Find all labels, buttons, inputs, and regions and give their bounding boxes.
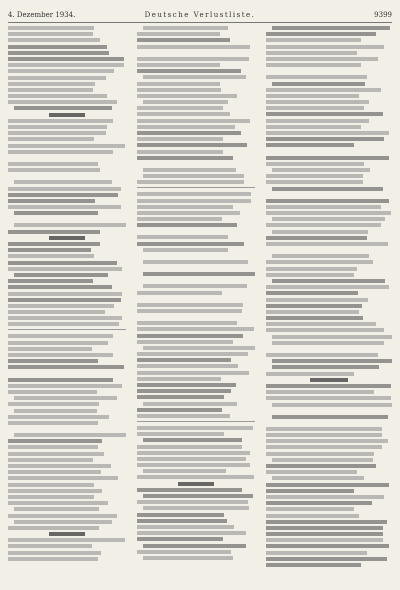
text-line bbox=[266, 156, 389, 160]
text-line bbox=[272, 365, 379, 369]
text-line bbox=[8, 353, 113, 357]
text-line bbox=[137, 358, 231, 362]
text-line bbox=[137, 57, 249, 61]
text-line bbox=[266, 223, 381, 227]
text-line bbox=[137, 364, 238, 368]
text-line bbox=[8, 483, 94, 487]
text-line bbox=[137, 414, 230, 418]
text-line bbox=[8, 292, 122, 296]
text-line bbox=[266, 45, 384, 49]
text-line bbox=[266, 273, 354, 277]
text-line bbox=[143, 494, 253, 498]
text-line bbox=[8, 26, 94, 30]
text-line bbox=[14, 396, 117, 400]
text-line bbox=[266, 390, 374, 394]
text-line bbox=[137, 82, 220, 86]
text-line bbox=[137, 94, 237, 98]
text-line bbox=[266, 501, 372, 505]
text-line bbox=[137, 45, 250, 49]
text-line bbox=[8, 76, 106, 80]
text-line bbox=[272, 341, 384, 345]
text-line bbox=[266, 507, 354, 511]
text-line bbox=[8, 254, 94, 258]
text-line bbox=[266, 38, 361, 42]
text-line bbox=[8, 162, 98, 166]
text-line bbox=[137, 352, 248, 356]
text-line bbox=[8, 82, 95, 86]
text-line bbox=[137, 242, 244, 246]
header-rule bbox=[8, 22, 392, 23]
text-line bbox=[8, 150, 113, 154]
text-line bbox=[137, 432, 224, 436]
text-line bbox=[137, 119, 250, 123]
text-line bbox=[8, 526, 99, 530]
text-line bbox=[272, 458, 373, 462]
text-line bbox=[266, 131, 389, 135]
text-line bbox=[8, 402, 99, 406]
text-line bbox=[8, 347, 92, 351]
text-line bbox=[143, 248, 228, 252]
text-line bbox=[266, 88, 381, 92]
text-line bbox=[143, 402, 237, 406]
text-line bbox=[143, 168, 236, 172]
text-column-3 bbox=[266, 26, 392, 574]
text-line bbox=[137, 537, 223, 541]
text-line bbox=[8, 489, 102, 493]
text-line bbox=[137, 475, 254, 479]
text-line bbox=[137, 525, 234, 529]
text-line bbox=[8, 267, 122, 271]
section-divider bbox=[137, 187, 255, 188]
text-line bbox=[14, 507, 99, 511]
text-line bbox=[8, 88, 93, 92]
text-line bbox=[8, 544, 92, 548]
text-line bbox=[266, 322, 376, 326]
text-line bbox=[8, 322, 119, 326]
text-line bbox=[137, 445, 242, 449]
text-line bbox=[137, 143, 247, 147]
text-line bbox=[272, 279, 385, 283]
text-line bbox=[8, 378, 113, 382]
text-line bbox=[143, 284, 247, 288]
text-line bbox=[137, 205, 233, 209]
section-divider bbox=[137, 421, 255, 422]
header-page-number: 9399 bbox=[374, 11, 392, 19]
text-line bbox=[272, 476, 364, 480]
text-line bbox=[272, 217, 385, 221]
text-line bbox=[272, 230, 368, 234]
text-line bbox=[137, 408, 222, 412]
text-line bbox=[137, 303, 243, 307]
text-line bbox=[266, 137, 384, 141]
text-line bbox=[8, 390, 97, 394]
text-line bbox=[14, 180, 112, 184]
text-line bbox=[137, 112, 230, 116]
text-line bbox=[8, 187, 121, 191]
text-line bbox=[8, 415, 109, 419]
text-line bbox=[137, 217, 222, 221]
section-heading-line bbox=[49, 532, 84, 536]
text-line bbox=[8, 501, 108, 505]
text-line bbox=[137, 69, 241, 73]
text-line bbox=[272, 26, 390, 30]
text-line bbox=[266, 51, 357, 55]
text-line bbox=[137, 137, 223, 141]
text-line bbox=[8, 476, 118, 480]
text-line bbox=[8, 439, 102, 443]
text-line bbox=[266, 211, 391, 215]
text-line bbox=[266, 489, 354, 493]
text-line bbox=[137, 192, 251, 196]
text-line bbox=[143, 174, 244, 178]
text-line bbox=[266, 310, 359, 314]
text-line bbox=[8, 458, 93, 462]
text-line bbox=[266, 316, 363, 320]
text-line bbox=[137, 199, 251, 203]
text-line bbox=[266, 384, 391, 388]
text-line bbox=[272, 403, 392, 407]
text-line bbox=[266, 445, 382, 449]
text-line bbox=[137, 451, 250, 455]
text-line bbox=[266, 143, 354, 147]
text-line bbox=[143, 272, 255, 276]
text-line bbox=[272, 359, 392, 363]
text-line bbox=[137, 383, 236, 387]
text-line bbox=[266, 236, 367, 240]
text-line bbox=[8, 298, 121, 302]
text-line bbox=[137, 321, 237, 325]
text-line bbox=[8, 514, 117, 518]
text-line bbox=[14, 106, 112, 110]
text-line bbox=[266, 205, 381, 209]
text-line bbox=[8, 279, 93, 283]
section-heading-line bbox=[49, 236, 84, 240]
text-line bbox=[266, 452, 374, 456]
text-line bbox=[137, 550, 231, 554]
text-line bbox=[266, 199, 389, 203]
text-line bbox=[14, 273, 108, 277]
text-line bbox=[266, 285, 389, 289]
text-line bbox=[137, 513, 224, 517]
text-line bbox=[143, 260, 248, 264]
text-line bbox=[266, 563, 361, 567]
text-line bbox=[266, 162, 364, 166]
text-line bbox=[8, 45, 107, 49]
text-line bbox=[137, 223, 237, 227]
text-line bbox=[8, 365, 124, 369]
text-line bbox=[266, 298, 368, 302]
text-line bbox=[8, 32, 93, 36]
text-line bbox=[137, 309, 242, 313]
text-line bbox=[8, 452, 104, 456]
text-line bbox=[8, 144, 125, 148]
text-line bbox=[14, 409, 97, 413]
text-line bbox=[266, 396, 391, 400]
text-line bbox=[266, 495, 384, 499]
text-line bbox=[266, 427, 382, 431]
text-line bbox=[143, 438, 242, 442]
text-line bbox=[266, 544, 389, 548]
text-line bbox=[8, 205, 121, 209]
text-line bbox=[266, 260, 373, 264]
text-line bbox=[8, 57, 124, 61]
text-line bbox=[266, 433, 382, 437]
text-line bbox=[8, 316, 122, 320]
text-line bbox=[143, 346, 255, 350]
text-line bbox=[137, 500, 248, 504]
text-line bbox=[266, 328, 384, 332]
text-line bbox=[14, 223, 126, 227]
text-line bbox=[8, 69, 114, 73]
text-line bbox=[266, 470, 357, 474]
text-line bbox=[137, 426, 253, 430]
text-line bbox=[8, 384, 122, 388]
text-line bbox=[137, 389, 231, 393]
text-line bbox=[266, 372, 354, 376]
text-line bbox=[137, 531, 246, 535]
text-line bbox=[272, 187, 383, 191]
header-date: 4. Dezember 1934. bbox=[8, 11, 76, 19]
text-line bbox=[272, 415, 388, 419]
text-line bbox=[137, 125, 235, 129]
text-line bbox=[137, 488, 242, 492]
text-line bbox=[137, 156, 233, 160]
text-line bbox=[137, 211, 240, 215]
text-line bbox=[143, 556, 233, 560]
text-line bbox=[8, 304, 114, 308]
text-line bbox=[8, 261, 117, 265]
text-line bbox=[266, 119, 369, 123]
text-line bbox=[137, 131, 241, 135]
text-line bbox=[137, 457, 246, 461]
text-line bbox=[266, 57, 378, 61]
text-line bbox=[266, 514, 359, 518]
text-line bbox=[266, 291, 358, 295]
header-title: Deutsche Verlustliste. bbox=[144, 11, 256, 19]
text-line bbox=[8, 470, 101, 474]
text-line bbox=[266, 94, 359, 98]
text-line bbox=[14, 433, 126, 437]
text-line bbox=[266, 267, 357, 271]
text-line bbox=[143, 75, 246, 79]
text-line bbox=[137, 235, 228, 239]
text-line bbox=[8, 193, 118, 197]
text-column-2 bbox=[137, 26, 255, 574]
text-line bbox=[272, 168, 370, 172]
text-line bbox=[8, 242, 100, 246]
text-line bbox=[8, 38, 100, 42]
text-line bbox=[8, 94, 107, 98]
text-line bbox=[266, 439, 388, 443]
section-heading-line bbox=[310, 378, 348, 382]
text-line bbox=[266, 304, 362, 308]
text-line bbox=[137, 291, 222, 295]
text-line bbox=[137, 150, 223, 154]
text-line bbox=[8, 230, 100, 234]
text-line bbox=[143, 469, 226, 473]
text-line bbox=[8, 359, 98, 363]
text-line bbox=[14, 520, 112, 524]
text-line bbox=[266, 483, 389, 487]
text-line bbox=[8, 341, 108, 345]
text-line bbox=[143, 544, 246, 548]
text-line bbox=[8, 63, 124, 67]
text-line bbox=[8, 421, 98, 425]
text-column-1 bbox=[8, 26, 126, 574]
text-line bbox=[8, 334, 113, 338]
text-line bbox=[143, 506, 249, 510]
text-line bbox=[266, 464, 376, 468]
text-line bbox=[266, 63, 361, 67]
text-line bbox=[137, 334, 243, 338]
text-line bbox=[266, 106, 364, 110]
text-line bbox=[272, 82, 365, 86]
text-line bbox=[266, 125, 361, 129]
text-line bbox=[8, 285, 112, 289]
text-line bbox=[137, 395, 224, 399]
text-line bbox=[137, 340, 233, 344]
text-line bbox=[137, 371, 249, 375]
text-line bbox=[266, 242, 388, 246]
text-line bbox=[266, 174, 363, 178]
text-line bbox=[266, 353, 378, 357]
text-line bbox=[8, 538, 125, 542]
text-line bbox=[266, 32, 376, 36]
text-line bbox=[8, 51, 109, 55]
section-heading-line bbox=[178, 482, 213, 486]
text-line bbox=[137, 327, 254, 331]
text-line bbox=[137, 106, 223, 110]
text-line bbox=[266, 112, 383, 116]
text-line bbox=[266, 532, 383, 536]
text-line bbox=[266, 526, 383, 530]
text-line bbox=[137, 180, 244, 184]
text-line bbox=[8, 495, 94, 499]
text-line bbox=[137, 63, 220, 67]
text-line bbox=[8, 100, 117, 104]
text-line bbox=[272, 254, 369, 258]
text-line bbox=[137, 32, 220, 36]
text-line bbox=[272, 335, 392, 339]
text-line bbox=[14, 211, 98, 215]
page-header bbox=[8, 8, 392, 22]
text-line bbox=[8, 119, 113, 123]
section-heading-line bbox=[49, 113, 84, 117]
text-line bbox=[266, 100, 369, 104]
text-line bbox=[137, 377, 221, 381]
text-line bbox=[8, 137, 94, 141]
text-line bbox=[137, 519, 227, 523]
text-line bbox=[266, 75, 367, 79]
text-line bbox=[137, 463, 250, 467]
text-line bbox=[8, 168, 100, 172]
text-line bbox=[266, 538, 383, 542]
text-line bbox=[8, 131, 106, 135]
text-line bbox=[8, 199, 95, 203]
text-line bbox=[266, 551, 367, 555]
text-line bbox=[266, 557, 387, 561]
text-line bbox=[137, 88, 221, 92]
text-line bbox=[266, 520, 387, 524]
text-line bbox=[266, 180, 363, 184]
text-line bbox=[8, 248, 91, 252]
text-line bbox=[8, 125, 107, 129]
text-line bbox=[8, 445, 98, 449]
section-divider bbox=[8, 329, 126, 330]
text-line bbox=[8, 310, 105, 314]
text-line bbox=[8, 557, 98, 561]
text-line bbox=[8, 551, 101, 555]
text-line bbox=[8, 464, 111, 468]
text-line bbox=[143, 100, 228, 104]
text-line bbox=[137, 38, 230, 42]
text-line bbox=[143, 26, 228, 30]
